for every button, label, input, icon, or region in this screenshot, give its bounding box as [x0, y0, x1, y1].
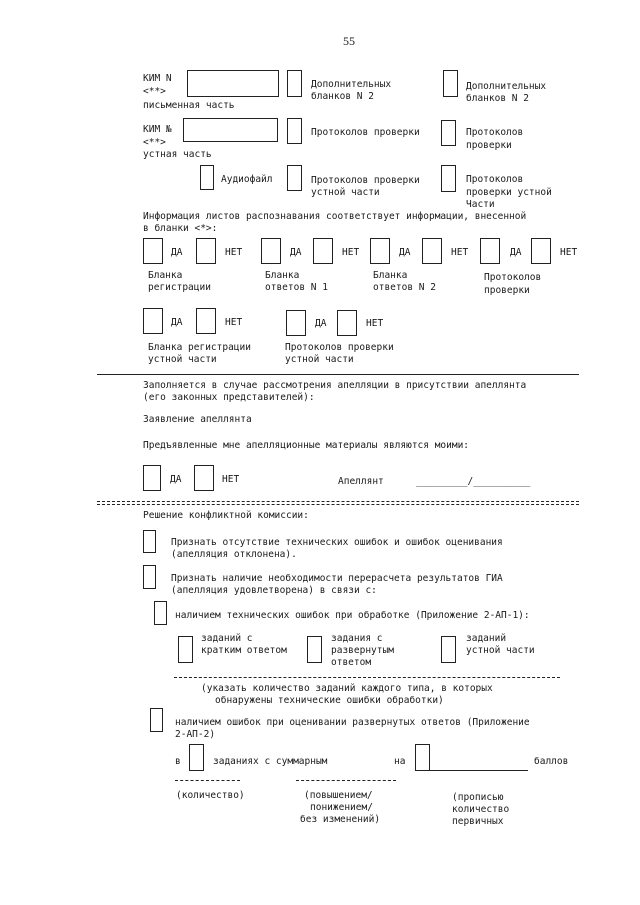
add-blanks-2-count-b[interactable]	[443, 70, 458, 97]
protocols-b-label: Протоколов	[466, 127, 524, 138]
tasks-count-field[interactable]	[189, 744, 204, 771]
in-label: в	[175, 756, 181, 767]
kim-oral-note: <**>	[143, 137, 166, 148]
presence-text: Заполняется в случае рассмотрения апелляции в присутствии апеллянта	[143, 380, 527, 391]
no-label: НЕТ	[451, 247, 469, 258]
long-answer-count[interactable]	[307, 636, 322, 663]
protocols-b-label-2: проверки	[466, 140, 512, 151]
no-label: НЕТ	[342, 247, 360, 258]
answers1-yes-checkbox[interactable]	[261, 238, 281, 264]
oral-protocols-a-label: Протоколов проверки	[311, 175, 420, 186]
check-label-protocols-2: проверки	[484, 285, 530, 296]
add-blanks-b-label-2: бланков N 2	[466, 93, 529, 104]
registration-yes-checkbox[interactable]	[143, 238, 163, 264]
oral-protocols-b-label-2: проверки устной	[466, 187, 552, 198]
eval-errors-text-2: 2-АП-2)	[175, 729, 216, 740]
change-label-3: без изменений)	[300, 814, 381, 825]
yes-label: ДА	[399, 247, 411, 258]
no-label: НЕТ	[560, 247, 578, 258]
check-label-oral-protocols: Протоколов проверки	[285, 342, 394, 353]
kim-written-label: КИМ N	[143, 73, 172, 84]
presence-text-2: (его законных представителей):	[143, 392, 315, 403]
protocols-yes-checkbox[interactable]	[480, 238, 500, 264]
check-label-registration: Бланка	[148, 270, 183, 281]
oral-registration-yes-checkbox[interactable]	[143, 308, 163, 334]
oral-registration-no-checkbox[interactable]	[196, 308, 216, 334]
yes-label: ДА	[171, 247, 183, 258]
info-text: Информация листов распознавания соответствует информации, внесенной	[143, 211, 527, 222]
on-label: на	[394, 756, 406, 767]
oral-protocols-b-label-3: Части	[466, 199, 495, 210]
registration-no-checkbox[interactable]	[196, 238, 216, 264]
check-label-protocols: Протоколов	[484, 272, 542, 283]
section-divider	[97, 501, 579, 502]
tech-errors-text: наличием технических ошибок при обработке (Приложение 2-АП-1):	[175, 610, 530, 621]
short-answer-label-2: кратким ответом	[201, 645, 287, 656]
change-line	[296, 780, 396, 781]
kim-oral-part: устная часть	[143, 149, 212, 160]
oral-protocols-a-label-2: устной части	[311, 187, 380, 198]
oral-protocols-yes-checkbox[interactable]	[286, 310, 306, 336]
materials-no-checkbox[interactable]	[194, 465, 214, 491]
appellant-signature-field[interactable]: _________/__________	[416, 476, 531, 487]
protocols-no-checkbox[interactable]	[531, 238, 551, 264]
count-note: (указать количество заданий каждого типа, в которых	[201, 683, 493, 694]
check-label-oral-protocols-2: устной части	[285, 354, 354, 365]
section-divider	[97, 504, 579, 505]
words-label: (прописью	[452, 792, 504, 803]
kim-written-note: <**>	[143, 86, 166, 97]
add-blanks-2-count-a[interactable]	[287, 70, 302, 97]
materials-text: Предъявленные мне апелляционные материалы являются моими:	[143, 440, 470, 451]
oral-protocols-no-checkbox[interactable]	[337, 310, 357, 336]
kim-written-part: письменная часть	[143, 100, 235, 111]
yes-label: ДА	[171, 317, 183, 328]
reject-text: Признать отсутствие технических ошибок и ошибок оценивания	[171, 537, 503, 548]
no-label: НЕТ	[225, 247, 243, 258]
long-answer-label: задания с	[331, 633, 383, 644]
yes-label: ДА	[170, 474, 182, 485]
answers2-no-checkbox[interactable]	[422, 238, 442, 264]
oral-tasks-count[interactable]	[441, 636, 456, 663]
add-blanks-a-label-2: бланков N 2	[311, 91, 374, 102]
check-label-oral-registration: Бланка регистрации	[148, 342, 251, 353]
no-label: НЕТ	[366, 318, 384, 329]
no-label: НЕТ	[225, 317, 243, 328]
oral-protocols-count-b[interactable]	[441, 165, 456, 192]
check-label-answers2-2: ответов N 2	[373, 282, 436, 293]
audio-file-count[interactable]	[200, 165, 214, 190]
add-blanks-b-label: Дополнительных	[466, 81, 547, 92]
points-field[interactable]	[415, 744, 430, 771]
oral-tasks-label: заданий	[466, 633, 507, 644]
yes-label: ДА	[315, 318, 327, 329]
eval-errors-checkbox[interactable]	[150, 708, 163, 732]
qty-line	[175, 780, 240, 781]
info-text-2: в бланки <*>:	[143, 223, 218, 234]
protocols-count-b[interactable]	[441, 120, 456, 146]
accept-checkbox[interactable]	[143, 565, 156, 589]
check-label-oral-registration-2: устной части	[148, 354, 217, 365]
yes-label: ДА	[290, 247, 302, 258]
answers1-no-checkbox[interactable]	[313, 238, 333, 264]
decision-title: Решение конфликтной комиссии:	[143, 510, 309, 521]
tasks-total-label: заданиях с суммарным	[213, 756, 328, 767]
points-line	[430, 770, 528, 771]
accept-text-2: (апелляция удовлетворена) в связи с:	[171, 585, 377, 596]
points-label: баллов	[534, 756, 569, 767]
materials-yes-checkbox[interactable]	[143, 465, 161, 491]
yes-label: ДА	[510, 247, 522, 258]
oral-tasks-label-2: устной части	[466, 645, 535, 656]
count-note-2: обнаружены технические ошибки обработки)	[215, 695, 444, 706]
change-label-2: понижением/	[310, 802, 373, 813]
check-label-answers1-2: ответов N 1	[265, 282, 328, 293]
check-label-registration-2: регистрации	[148, 282, 211, 293]
short-answer-label: заданий с	[201, 633, 253, 644]
answers2-yes-checkbox[interactable]	[370, 238, 390, 264]
section-divider	[97, 374, 579, 375]
words-label-3: первичных	[452, 816, 504, 827]
change-label: (повышением/	[304, 790, 373, 801]
check-label-answers1: Бланка	[265, 270, 300, 281]
audio-file-label: Аудиофайл	[221, 174, 273, 185]
tech-errors-checkbox[interactable]	[154, 601, 167, 625]
appellant-statement: Заявление апеллянта	[143, 414, 252, 425]
words-label-2: количество	[452, 804, 510, 815]
kim-oral-number-field[interactable]	[183, 118, 278, 142]
no-label: НЕТ	[222, 474, 240, 485]
page-number: 55	[343, 34, 355, 48]
appellant-label: Апеллянт	[338, 476, 384, 487]
reject-text-2: (апелляция отклонена).	[171, 549, 297, 560]
kim-written-number-field[interactable]	[187, 70, 279, 97]
kim-oral-label: КИМ №	[143, 124, 172, 135]
protocols-a-label: Протоколов проверки	[311, 127, 420, 138]
oral-protocols-count-a[interactable]	[287, 165, 302, 191]
long-answer-label-3: ответом	[331, 657, 372, 668]
oral-protocols-b-label: Протоколов	[466, 174, 524, 185]
count-line	[174, 677, 560, 678]
accept-text: Признать наличие необходимости перерасчета результатов ГИА	[171, 573, 503, 584]
long-answer-label-2: развернутым	[331, 645, 394, 656]
reject-checkbox[interactable]	[143, 530, 156, 553]
short-answer-count[interactable]	[178, 636, 193, 663]
protocols-count-a[interactable]	[287, 118, 302, 144]
eval-errors-text: наличием ошибок при оценивании развернутых ответов (Приложение	[175, 717, 530, 728]
add-blanks-a-label: Дополнительных	[311, 79, 392, 90]
qty-label: (количество)	[176, 790, 245, 801]
check-label-answers2: Бланка	[373, 270, 408, 281]
